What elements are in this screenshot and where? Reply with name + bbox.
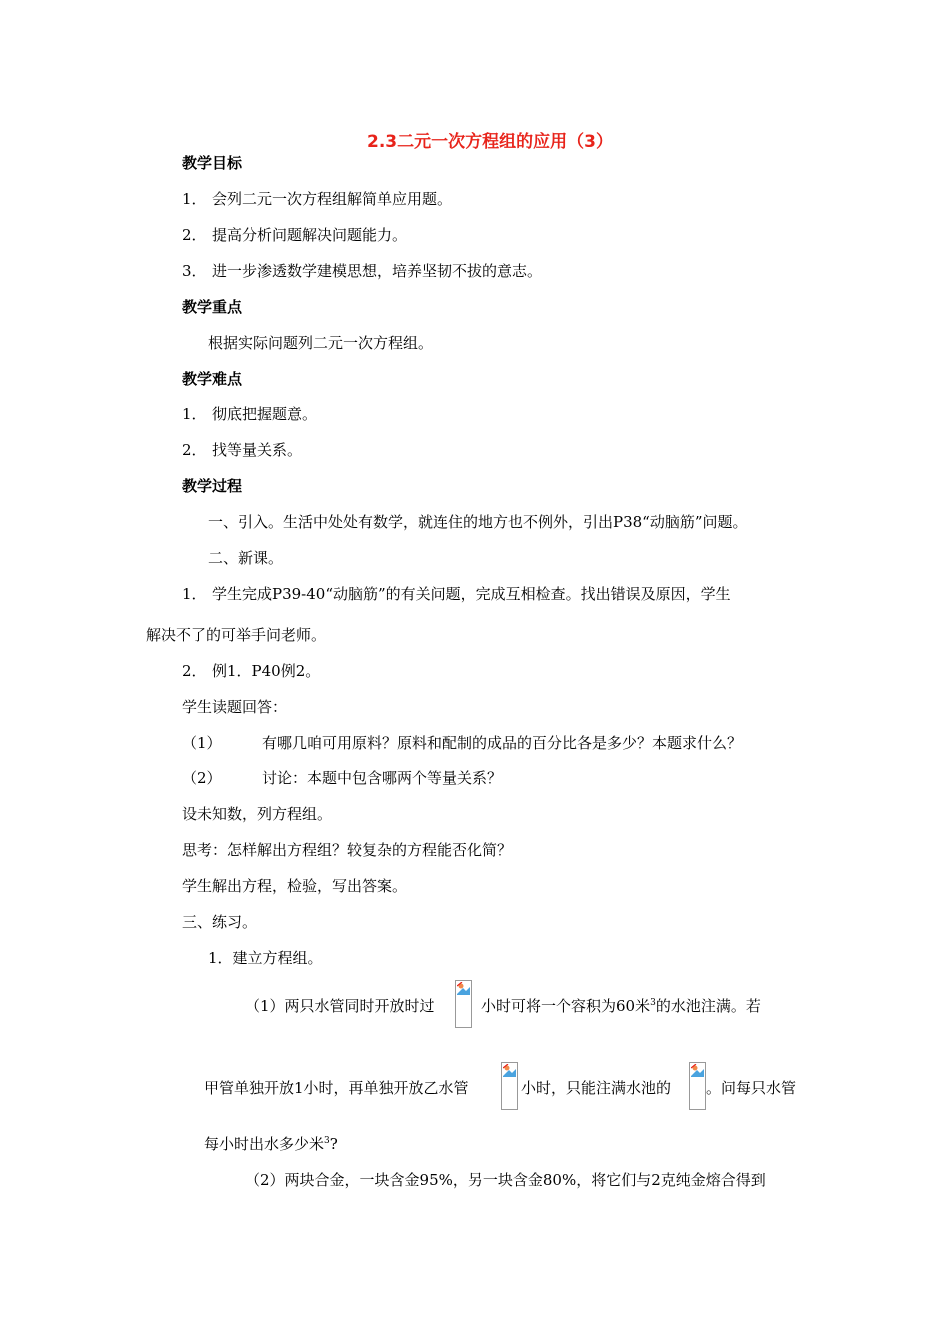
key-heading: 教学重点 [182, 298, 243, 316]
goal-item [182, 261, 542, 281]
problem-1-text [481, 996, 761, 1016]
question-number: （2） [182, 769, 222, 787]
broken-image-icon [689, 1062, 706, 1110]
process-item [182, 584, 731, 604]
solve-text: 学生解出方程，检验，写出答案。 [182, 877, 408, 895]
superscript: 3 [324, 1136, 330, 1146]
new-lesson-text: 二、新课。 [208, 549, 284, 567]
difficulty-item [182, 404, 317, 424]
difficulty-number: 1． [182, 405, 207, 423]
problem-1-text-segment: 小时可将一个容积为60米 [481, 997, 651, 1015]
broken-image-icon [501, 1062, 518, 1110]
problem-1-text: （1）两只水管同时开放时过 [245, 997, 435, 1015]
process-heading: 教学过程 [182, 477, 243, 495]
problem-1-text-segment: 的水池注满。若 [655, 997, 761, 1015]
problem-1-text: 小时，只能注满水池的 [521, 1079, 672, 1097]
question-item [182, 733, 742, 753]
goal-number: 3． [182, 262, 207, 280]
superscript: 3 [650, 998, 656, 1008]
intro-text: 一、引入。生活中处处有数学，就连住的地方也不例外，引出P38“动脑筋”问题。 [208, 513, 748, 531]
question-number: （1） [182, 734, 222, 752]
goal-number: 2． [182, 226, 207, 244]
goal-text: 提高分析问题解决问题能力。 [212, 226, 408, 244]
image-placeholder-icon [503, 1064, 516, 1077]
key-text: 根据实际问题列二元一次方程组。 [208, 334, 434, 352]
practice-item: 1．建立方程组。 [208, 949, 323, 967]
process-item-number: 1． [182, 585, 207, 603]
document-title: 2.3二元一次方程组的应用（3） [367, 132, 613, 152]
question-text: 讨论：本题中包含哪两个等量关系？ [262, 769, 503, 787]
image-placeholder-icon [691, 1064, 704, 1077]
set-unknown-text: 设未知数，列方程组。 [182, 805, 333, 823]
goals-heading: 教学目标 [182, 154, 243, 172]
difficulty-heading: 教学难点 [182, 370, 243, 388]
practice-heading: 三、练习。 [182, 913, 258, 931]
process-item-number: 2． [182, 662, 207, 680]
read-answer-text: 学生读题回答： [182, 698, 288, 716]
goal-text: 进一步渗透数学建模思想，培养坚韧不拔的意志。 [212, 262, 543, 280]
difficulty-item [182, 440, 302, 460]
problem-1-text-segment: 每小时出水多少米 [204, 1135, 325, 1153]
image-placeholder-icon [457, 982, 470, 995]
think-text: 思考：怎样解出方程组？较复杂的方程能否化简？ [182, 841, 513, 859]
process-item-continuation: 解决不了的可举手问老师。 [146, 626, 327, 644]
difficulty-text: 找等量关系。 [212, 441, 303, 459]
problem-2-text: （2）两块合金，一块含金95%，另一块含金80%，将它们与2克纯金熔合得到 [245, 1171, 766, 1189]
difficulty-text: 彻底把握题意。 [212, 405, 318, 423]
problem-1-text: 甲管单独开放1小时，再单独开放乙水管 [204, 1079, 469, 1097]
problem-1-text: 。问每只水管 [706, 1079, 797, 1097]
broken-image-icon [455, 980, 472, 1028]
question-text: 有哪几咱可用原料？原料和配制的成品的百分比各是多少？本题求什么？ [262, 734, 743, 752]
process-item-text: 例1．P40例2。 [212, 662, 321, 680]
question-item [182, 768, 502, 788]
goal-item [182, 225, 407, 245]
goal-number: 1． [182, 190, 207, 208]
process-item-text: 学生完成P39-40“动脑筋”的有关问题，完成互相检查。找出错误及原因，学生 [212, 585, 731, 603]
problem-1-text [204, 1134, 338, 1154]
process-item [182, 661, 320, 681]
difficulty-number: 2． [182, 441, 207, 459]
goal-text: 会列二元一次方程组解简单应用题。 [212, 190, 453, 208]
problem-1-text-segment: ? [329, 1135, 338, 1153]
goal-item [182, 189, 452, 209]
